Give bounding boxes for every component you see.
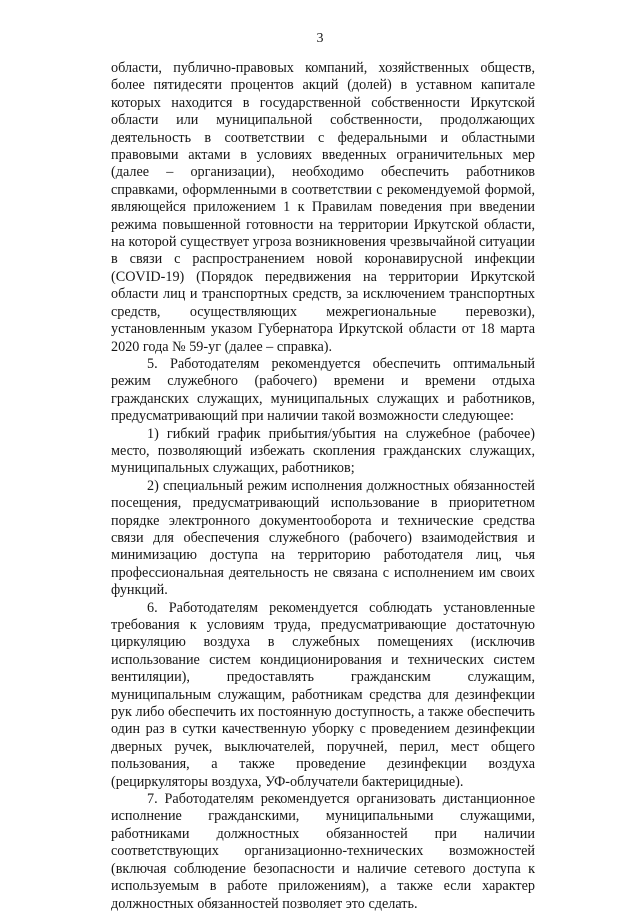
paragraph-item-6: 6. Работодателям рекомендуется соблюдать установленные требования к условиям труда, предусматривающие достаточную циркуляцию воздуха в служебных помещениях (исключив использование систем кондиционирования и технических систем вентиляции), предоставлять гражданским служащим, муниципальным служащим, работникам средства для дезинфекции рук либо обеспечить их постоянную доступность, а также обеспечить один раз в сутки качественную уборку с проведением дезинфекции дверных ручек, выключателей, поручней, перил, мест общего пользования, а также проведение дезинфекции воздуха (рециркуляторы воздуха, УФ-облучатели бактерицидные).	[111, 599, 535, 790]
paragraph-subitem-2: 2) специальный режим исполнения должностных обязанностей посещения, предусматривающий использование в приоритетном порядке электронного документооборота и технические средства связи для обеспечения служебного (рабочего) взаимодействия и минимизацию доступа на территорию работодателя лиц, чья профессиональная деятельность не связана с исполнением им своих функций.	[111, 477, 535, 599]
paragraph-item-7: 7. Работодателям рекомендуется организовать дистанционное исполнение гражданскими, муниципальными служащими, работниками должностных обязанностей при наличии соответствующих организационно-технических возможностей (включая соблюдение безопасности и наличие сетевого доступа к используемым в работе приложениям), а также если характер должностных обязанностей позволяет это сделать.	[111, 791, 535, 912]
document-body	[111, 60, 535, 913]
paragraph-subitem-1: 1) гибкий график прибытия/убытия на служебное (рабочее) место, позволяющий избежать скопления гражданских служащих, муниципальных служащих, работников;	[111, 425, 535, 477]
paragraph-continuation: области, публично-правовых компаний, хозяйственных обществ, более пятидесяти процентов акций (долей) в уставном капитале которых находится в государственной собственности Иркутской области или муниципальной собственности, продолжающих деятельность в соответствии с федеральными и областными правовыми актами в условиях введенных ограничительных мер (далее – организации), необходимо обеспечить работников справками, оформленными в соответствии с рекомендуемой формой, являющейся приложением 1 к Правилам поведения при введении режима повышенной готовности на территории Иркутской области, на которой существует угроза возникновения чрезвычайной ситуации в связи с распространением новой коронавирусной инфекции (COVID-19) (Порядок передвижения на территории Иркутской области лиц и транспортных средств, за исключением транспортных средств, осуществляющих межрегиональные перевозки), установленным указом Губернатора Иркутской области от 18 марта 2020 года № 59-уг (далее – справка).	[111, 60, 535, 355]
page-number: 3	[316, 31, 324, 46]
paragraph-item-5: 5. Работодателям рекомендуется обеспечить оптимальный режим служебного (рабочего) времени и времени отдыха гражданских служащих, муниципальных служащих и работников, предусматривающий при наличии такой возможности следующее:	[111, 355, 535, 425]
